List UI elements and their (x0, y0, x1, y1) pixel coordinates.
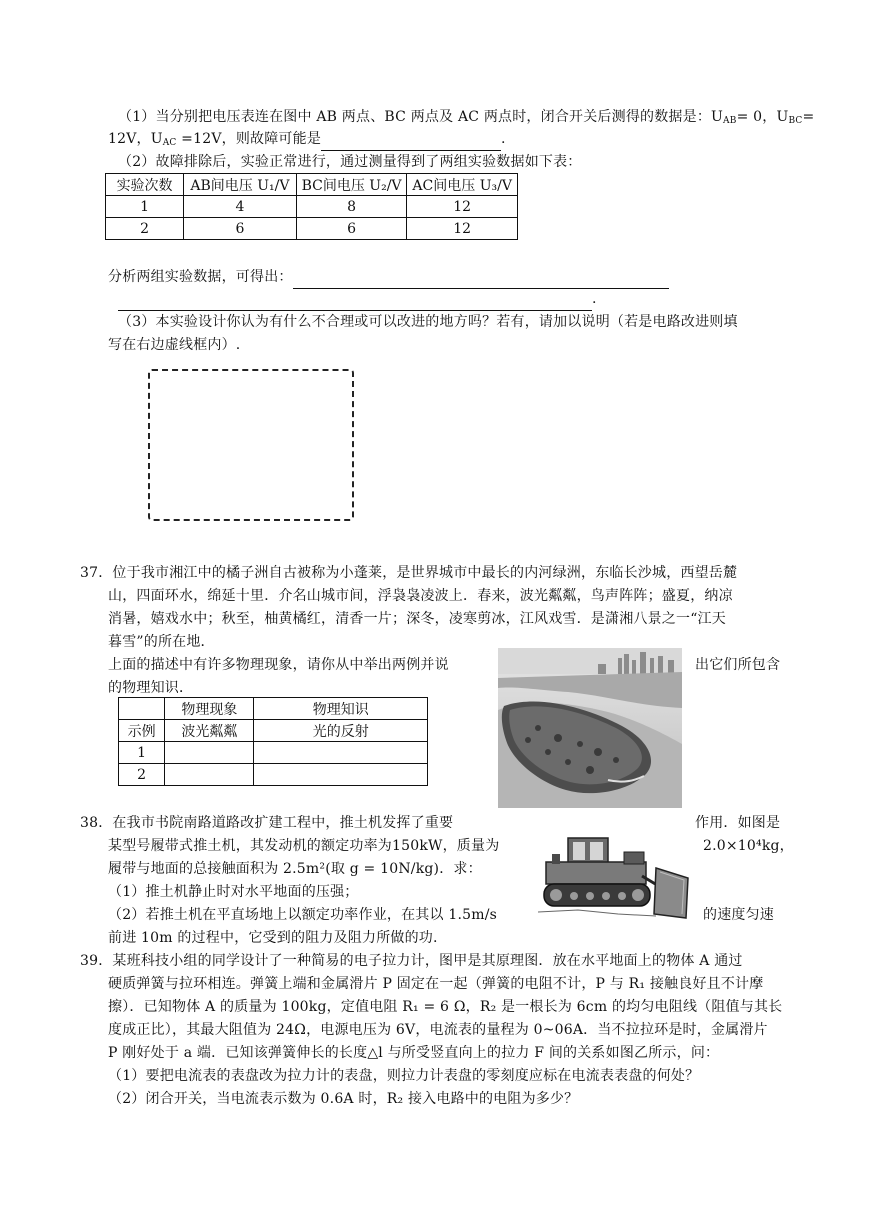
table-header-cell: AB间电压 U₁/V (184, 174, 297, 196)
table-cell: 6 (184, 218, 297, 240)
q39-line7: （2）闭合开关，当电流表示数为 0.6A 时，R₂ 接入电路中的电阻为多少？ (108, 1091, 579, 1107)
q39-line5: P 刚好处于 a 端．已知该弹簧伸长的长度△l 与所受竖直向上的拉力 F 间的关系如图乙所示，问： (108, 1045, 720, 1061)
q36-part3-line1: （3）本实验设计你认为有什么不合理或可以改进的地方吗？若有，请加以说明（若是电路改进则填 (118, 314, 738, 330)
analysis-answer-blank-2[interactable] (118, 288, 592, 311)
q38-line5-right: 的速度匀速 (703, 907, 774, 923)
q39-line6: （1）要把电流表的表盘改为拉力计的表盘，则拉力计表盘的零刻度应标在电流表表盘的何处？ (108, 1068, 700, 1084)
q36-part2-text: （2）故障排除后，实验正常进行，通过测量得到了两组实验数据如下表： (118, 154, 582, 170)
q37-line2: 山，四面环水，绵延十里．介名山城市间，浮袅袅凌波上．春来，波光粼粼，鸟声阵阵；盛夏，纳凉 (108, 588, 733, 604)
q37-line4: 暮雪”的所在地． (108, 634, 215, 650)
q37-line1: 37．位于我市湘江中的橘子洲自古被称为小蓬莱，是世界城市中最长的内河绿洲，东临长沙城，西望岳麓 (80, 565, 738, 581)
table-cell: 光的反射 (254, 720, 428, 742)
table-cell: 1 (119, 742, 165, 764)
table-row (119, 742, 428, 764)
table-header-row (106, 174, 518, 196)
table-header-cell: 实验次数 (106, 174, 184, 196)
table-cell: 示例 (119, 720, 165, 742)
circuit-answer-dashed-box[interactable] (148, 369, 354, 521)
table-row (119, 720, 428, 742)
q37-line6: 的物理知识． (108, 680, 194, 696)
table-answer-cell[interactable] (254, 742, 428, 764)
q39-line3: 擦）．已知物体 A 的质量为 100kg，定值电阻 R₁ = 6 Ω，R₂ 是一根长为 6cm 的均匀电阻线（阻值与其长 (108, 999, 783, 1015)
table-row (119, 764, 428, 786)
table-header-row (119, 698, 428, 720)
table-answer-cell[interactable] (165, 764, 254, 786)
orange-island-photo (498, 648, 682, 808)
table-answer-cell[interactable] (254, 764, 428, 786)
q38-line4: （1）推土机静止时对水平地面的压强； (108, 884, 359, 900)
table-cell: 1 (106, 196, 184, 218)
q38-line5-left: （2）若推土机在平直场地上以额定功率作业，在其以 1.5m/s (108, 907, 497, 923)
q38-line1-left: 38．在我市书院南路道路改扩建工程中，推土机发挥了重要 (80, 815, 454, 831)
table-row (106, 218, 518, 240)
q36-part1-line1: （1）当分别把电压表连在图中 AB 两点、BC 两点及 AC 两点时，闭合开关后测得的数据是：$U_{AB}= 0$，$U_{BC}=$ (118, 109, 815, 126)
q39-line4: 度成正比），其最大阻值为 24Ω，电源电压为 6V，电流表的量程为 0~06A．当不拉拉环是时，金属滑片 (108, 1022, 768, 1038)
table-header-cell: BC间电压 U₂/V (296, 174, 407, 196)
q39-line2: 硬质弹簧与拉环相连。弹簧上端和金属滑片 P 固定在一起（弹簧的电阻不计，P 与 R₁ 接触良好且不计摩 (108, 976, 764, 992)
q37-line5-left: 上面的描述中有许多物理现象，请你从中举出两例并说 (108, 657, 449, 673)
table-cell: 2 (119, 764, 165, 786)
bulldozer-photo (538, 832, 690, 924)
table-cell: 8 (296, 196, 407, 218)
table-cell: 12 (407, 218, 518, 240)
table-answer-cell[interactable] (165, 742, 254, 764)
table-header-cell: AC间电压 U₃/V (407, 174, 518, 196)
analysis-line2: . (118, 288, 597, 311)
table-cell: 波光粼粼 (165, 720, 254, 742)
table-header-cell (119, 698, 165, 720)
q38-line1-right: 作用．如图是 (695, 815, 781, 831)
q37-line3: 消暑，嬉戏水中；秋至，柚黄橘红，清香一片；深冬，凌寒剪冰，江风戏雪．是潇湘八景之一“江天 (108, 611, 726, 627)
table-cell: 12 (407, 196, 518, 218)
analysis-prompt: 分析两组实验数据，可得出： (108, 266, 669, 289)
voltage-data-table (105, 173, 518, 240)
q38-line3: 履带与地面的总接触面积为 2.5m²(取 g = 10N/kg)．求： (108, 861, 482, 877)
table-cell: 4 (184, 196, 297, 218)
table-header-cell: 物理知识 (254, 698, 428, 720)
q38-line2-left: 某型号履带式推土机，其发动机的额定功率为150kW，质量为 (108, 838, 500, 854)
table-cell: 2 (106, 218, 184, 240)
q38-line2-right: 2.0×10⁴kg， (703, 838, 794, 854)
table-row (106, 196, 518, 218)
q36-part3-line2: 写在右边虚线框内）. (108, 337, 241, 353)
q38-line6: 前进 10m 的过程中，它受到的阻力及阻力所做的功. (108, 930, 438, 946)
fault-answer-blank[interactable] (321, 128, 501, 151)
q39-line1: 39．某班科技小组的同学设计了一种简易的电子拉力计，图甲是其原理图．放在水平地面上的物体 A 通过 (80, 953, 743, 969)
table-cell: 6 (296, 218, 407, 240)
analysis-answer-blank-1[interactable] (293, 266, 669, 289)
q36-part1-line2: 12V，$U_{AC} =12V$，则故障可能是 . (108, 128, 506, 154)
physics-phenomena-table (118, 697, 428, 786)
q37-line5-right: 出它们所包含 (695, 657, 781, 673)
table-header-cell: 物理现象 (165, 698, 254, 720)
